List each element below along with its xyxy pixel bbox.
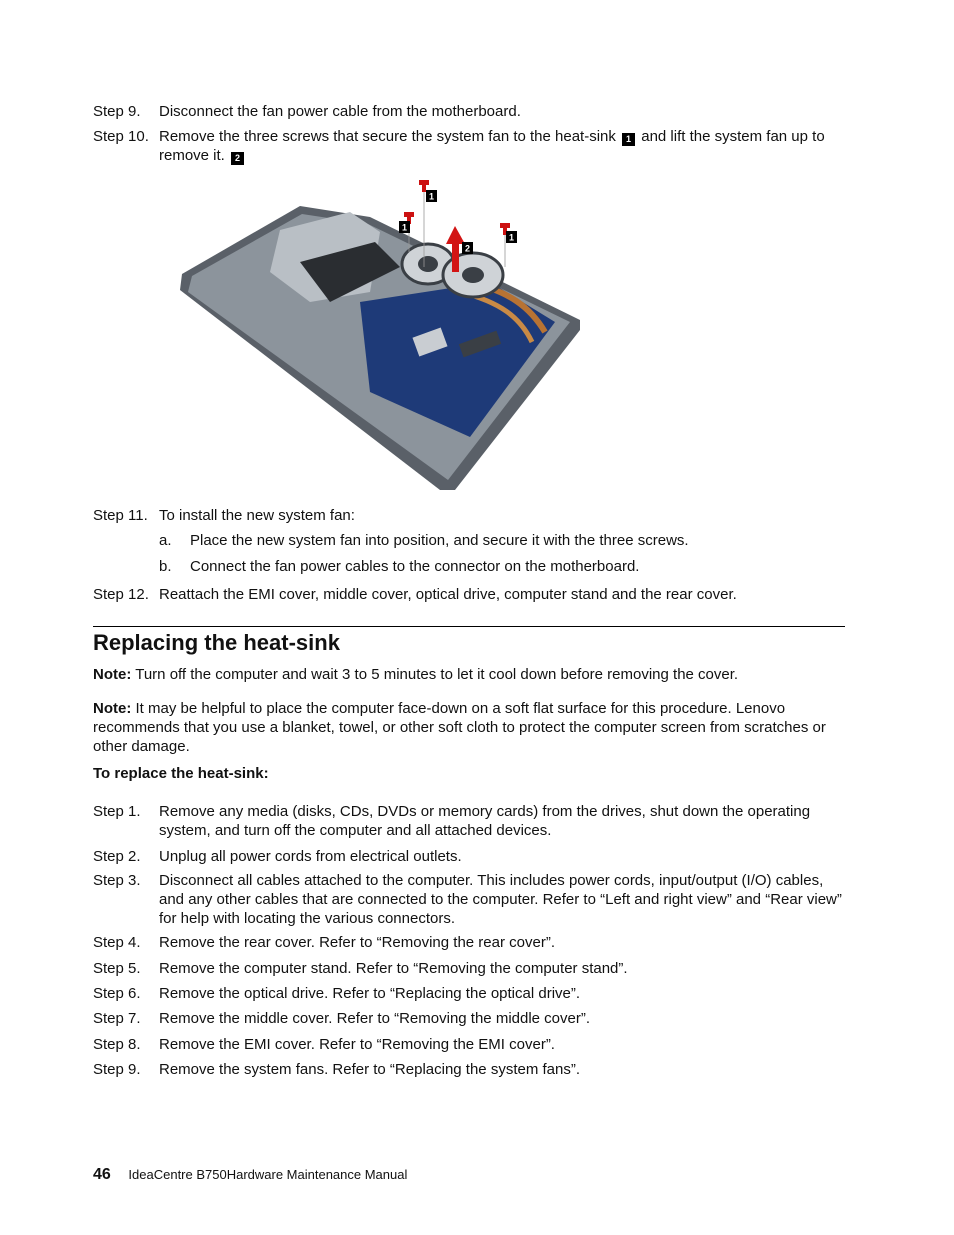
substep-label: b. bbox=[159, 558, 172, 575]
note-cool-down bbox=[93, 665, 848, 684]
hs-step-3 bbox=[93, 871, 845, 928]
callout-badge: 1 bbox=[622, 133, 635, 146]
lift-arrow-head bbox=[446, 226, 465, 244]
step-label: Step 1. bbox=[93, 803, 141, 820]
hs-step-2 bbox=[93, 847, 845, 866]
callout-badge: 2 bbox=[231, 152, 244, 165]
hs-step-6 bbox=[93, 984, 845, 1003]
substep-text: Place the new system fan into position, and secure it with the three screws. bbox=[190, 532, 689, 549]
step-text: Remove the system fans. Refer to “Replacing the system fans”. bbox=[159, 1061, 581, 1078]
svg-text:1: 1 bbox=[428, 191, 435, 202]
step-label: Step 6. bbox=[93, 985, 141, 1002]
note-label: Note: bbox=[93, 666, 132, 683]
step-text: Remove the middle cover. Refer to “Removing the middle cover”. bbox=[159, 1010, 591, 1027]
system-fan-removal-figure bbox=[170, 172, 620, 494]
step-text-part: and lift the system fan up to remove it. bbox=[159, 128, 825, 164]
substep-b bbox=[159, 557, 849, 576]
hs-step-7 bbox=[93, 1009, 845, 1028]
step-text-part: Remove the three screws that secure the system fan to the heat-sink bbox=[159, 128, 616, 145]
step-label: Step 9. bbox=[93, 1061, 141, 1078]
manual-title: IdeaCentre B750Hardware Maintenance Manual bbox=[128, 1167, 408, 1182]
step-10-remove-screws bbox=[93, 127, 845, 165]
hs-step-8 bbox=[93, 1035, 845, 1054]
lift-arrow-shaft bbox=[452, 242, 459, 272]
fan-hub bbox=[418, 256, 438, 272]
step-label: Step 8. bbox=[93, 1036, 141, 1053]
svg-text:2: 2 bbox=[464, 243, 471, 254]
step-label: Step 11. bbox=[93, 507, 148, 524]
system-fan-illustration bbox=[170, 172, 620, 494]
screw-icon bbox=[500, 223, 510, 267]
substep-a bbox=[159, 531, 849, 550]
step-text: Remove the rear cover. Refer to “Removing the rear cover”. bbox=[159, 934, 555, 951]
page-number: 46 bbox=[93, 1166, 111, 1183]
page-footer bbox=[93, 1165, 407, 1184]
substep-text: Connect the fan power cables to the connector on the motherboard. bbox=[190, 558, 640, 575]
step-text bbox=[159, 127, 845, 165]
svg-text:1: 1 bbox=[401, 222, 408, 233]
callout-1-right bbox=[506, 231, 517, 243]
hs-step-1 bbox=[93, 802, 845, 840]
hs-step-5 bbox=[93, 959, 845, 978]
fan-hub bbox=[462, 267, 484, 283]
svg-text:1: 1 bbox=[508, 232, 515, 243]
step-text: To install the new system fan: bbox=[159, 507, 355, 524]
substep-label: a. bbox=[159, 532, 172, 549]
hs-step-4 bbox=[93, 933, 845, 952]
step-label: Step 2. bbox=[93, 848, 141, 865]
procedure-heading: To replace the heat-sink: bbox=[93, 765, 269, 782]
step-label: Step 3. bbox=[93, 872, 141, 889]
step-text: Remove the computer stand. Refer to “Removing the computer stand”. bbox=[159, 960, 628, 977]
step-label: Step 4. bbox=[93, 934, 141, 951]
step-text: Remove any media (disks, CDs, DVDs or memory cards) from the drives, shut down the operating system, and turn off the computer and all attached devices. bbox=[159, 803, 811, 839]
section-divider bbox=[93, 626, 845, 627]
step-label: Step 12. bbox=[93, 586, 149, 603]
step-text: Remove the optical drive. Refer to “Replacing the optical drive”. bbox=[159, 985, 581, 1002]
step-label: Step 5. bbox=[93, 960, 141, 977]
step-12-reattach bbox=[93, 585, 845, 604]
step-text: Reattach the EMI cover, middle cover, optical drive, computer stand and the rear cover. bbox=[159, 586, 737, 603]
callout-1-top bbox=[426, 190, 437, 202]
hs-step-9 bbox=[93, 1060, 845, 1079]
section-title: Replacing the heat-sink bbox=[93, 630, 340, 655]
step-text: Disconnect all cables attached to the computer. This includes power cords, input/output (I/O) cables, and any other cables that are connected to the computer. Refer to “Left and right view” and “Rear view” for help with locating the various connectors. bbox=[159, 872, 842, 927]
step-9-disconnect-fan-cable bbox=[93, 102, 845, 121]
note-text: Turn off the computer and wait 3 to 5 minutes to let it cool down before removing the cover. bbox=[135, 666, 739, 683]
step-11-install-fan bbox=[93, 506, 845, 525]
note-text: It may be helpful to place the computer face-down on a soft flat surface for this procedure. Lenovo recommends that you use a blanket, towel, or other soft cloth to protect the computer screen from scratches or other damage. bbox=[93, 700, 826, 755]
step-label: Step 7. bbox=[93, 1010, 141, 1027]
callout-2-arrow bbox=[462, 242, 473, 254]
step-text: Disconnect the fan power cable from the motherboard. bbox=[159, 103, 521, 120]
step-text: Remove the EMI cover. Refer to “Removing the EMI cover”. bbox=[159, 1036, 555, 1053]
step-label: Step 10. bbox=[93, 128, 149, 145]
note-label: Note: bbox=[93, 700, 132, 717]
note-face-down bbox=[93, 699, 848, 756]
step-text: Unplug all power cords from electrical outlets. bbox=[159, 848, 462, 865]
step-label: Step 9. bbox=[93, 103, 141, 120]
callout-1-left bbox=[399, 221, 410, 233]
